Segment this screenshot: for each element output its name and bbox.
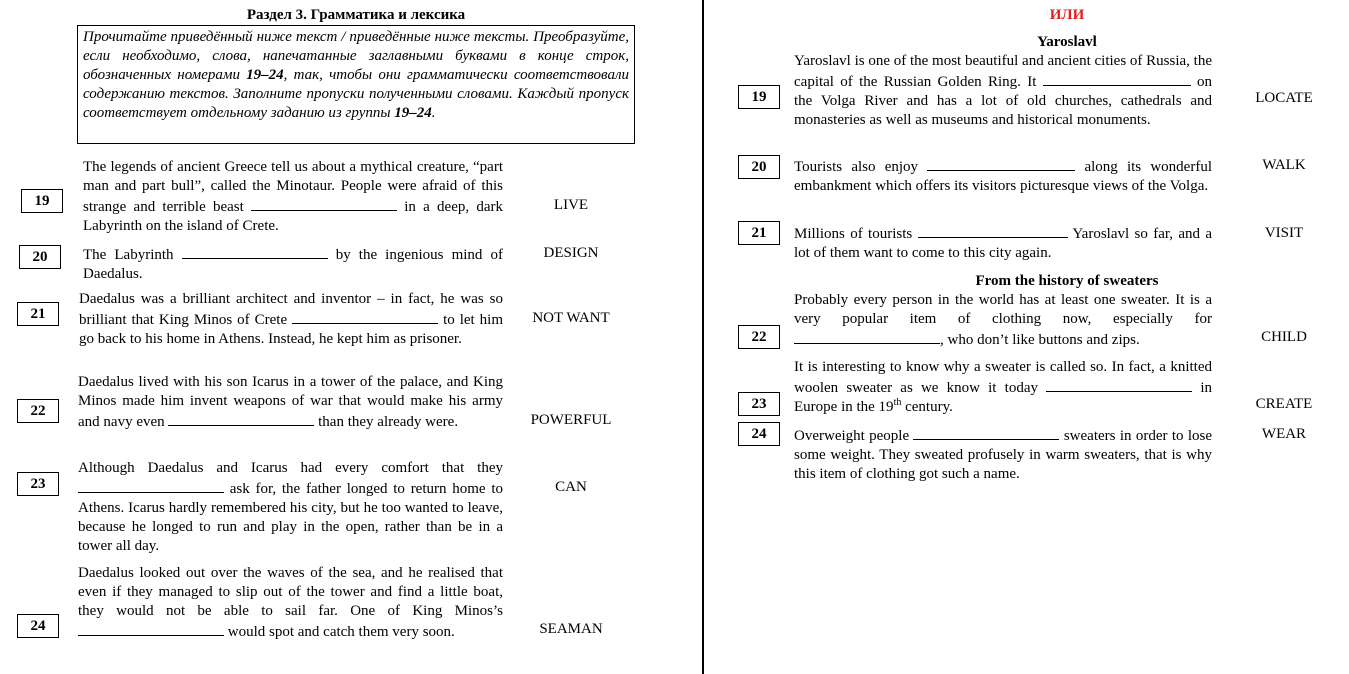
task-text-22-alt: Probably every person in the world has at least one sweater. It is a very popular item of clothing now, especially for , who don’t like buttons and zips. <box>794 292 1212 348</box>
keyword-21: NOT WANT <box>532 310 610 326</box>
instruction-text: Прочитайте приведённый ниже текст / приведённые ниже тексты. Преобразуйте, если необходимо, слова, напечатанные заглавными буквами в конце строк, обозначенных номерами <box>83 29 629 83</box>
answer-blank-20[interactable] <box>182 244 328 259</box>
answer-blank-20-alt[interactable] <box>927 156 1075 171</box>
task-text-19: The legends of ancient Greece tell us about a mythical creature, “part man and part bull”, called the Minotaur. People were afraid of this strange and terrible beast in a deep, dark Labyrinth on the island of Crete. <box>83 159 503 234</box>
task-number-24-alt: 24 <box>738 422 780 446</box>
keyword-20: DESIGN <box>543 245 599 261</box>
task-number-21-alt: 21 <box>738 221 780 245</box>
task-number-22-alt: 22 <box>738 325 780 349</box>
or-label: ИЛИ <box>1049 7 1085 23</box>
answer-blank-21[interactable] <box>292 309 438 324</box>
instruction-box <box>77 25 635 144</box>
instruction-range: 19–24 <box>246 67 284 83</box>
keyword-23: CAN <box>555 479 587 495</box>
keyword-23-alt: CREATE <box>1255 396 1313 412</box>
answer-blank-23[interactable] <box>78 478 224 493</box>
task-text-24: Daedalus looked out over the waves of the sea, and he realised that even if they managed to slip out of the tower and find a little boat, they would not be able to sail far. One of King Minos’s would spot and catch them very soon. <box>78 565 503 640</box>
answer-blank-19-alt[interactable] <box>1043 71 1191 86</box>
text-title-yaroslavl: Yaroslavl <box>1037 34 1097 50</box>
task-number-22: 22 <box>17 399 59 423</box>
answer-blank-23-alt[interactable] <box>1046 377 1192 392</box>
keyword-22-alt: CHILD <box>1261 329 1307 345</box>
task-number-23-alt: 23 <box>738 392 780 416</box>
keyword-21-alt: VISIT <box>1264 225 1304 241</box>
keyword-19-alt: LOCATE <box>1255 90 1313 106</box>
task-number-20-alt: 20 <box>738 155 780 179</box>
task-number-20: 20 <box>19 245 61 269</box>
task-text-21-alt: Millions of tourists Yaroslavl so far, and a lot of them want to come to this city again. <box>794 223 1212 263</box>
answer-blank-21-alt[interactable] <box>918 223 1068 238</box>
keyword-22: POWERFUL <box>530 412 612 428</box>
task-number-23: 23 <box>17 472 59 496</box>
task-number-24: 24 <box>17 614 59 638</box>
answer-blank-19[interactable] <box>251 196 397 211</box>
text-title-sweaters: From the history of sweaters <box>975 273 1159 289</box>
instruction-text: , так, чтобы они грамматически соответствовали содержанию текстов. Заполните пропуски полученными словами. Каждый пропуск соответствует отдельному заданию из группы <box>83 67 630 121</box>
answer-blank-24[interactable] <box>78 621 224 636</box>
answer-blank-22[interactable] <box>168 411 314 426</box>
task-text-23-alt: It is interesting to know why a sweater is called so. In fact, a knitted woolen sweater as we know it today in Europe in the 19th century. <box>794 359 1212 415</box>
section-title: Раздел 3. Грамматика и лексика <box>246 7 466 23</box>
task-number-19-alt: 19 <box>738 85 780 109</box>
task-number-19: 19 <box>21 189 63 213</box>
task-text-20: The Labyrinth by the ingenious mind of Daedalus. <box>83 244 503 284</box>
answer-blank-24-alt[interactable] <box>913 425 1059 440</box>
task-text-21: Daedalus was a brilliant architect and inventor – in fact, he was so brilliant that King Minos of Crete to let him go back to his home in Athens. Instead, he kept him as prisoner. <box>79 291 504 347</box>
keyword-19: LIVE <box>553 197 589 213</box>
task-text-19-alt: Yaroslavl is one of the most beautiful and ancient cities of Russia, the capital of the Russian Golden Ring. It on the Volga River and has a lot of old churches, cathedrals and monasteries as well as museums and historical monuments. <box>794 53 1213 128</box>
keyword-24: SEAMAN <box>539 621 603 637</box>
keyword-24-alt: WEAR <box>1261 426 1307 442</box>
task-text-24-alt: Overweight people sweaters in order to lose some weight. They sweated profusely in warm sweaters, that is why this item of clothing got such a name. <box>794 425 1212 484</box>
instruction-range: 19–24 <box>394 105 432 121</box>
keyword-20-alt: WALK <box>1262 157 1306 173</box>
task-text-20-alt: Tourists also enjoy along its wonderful embankment which offers its visitors picturesque views of the Volga. <box>794 156 1212 196</box>
task-text-22: Daedalus lived with his son Icarus in a tower of the palace, and King Minos made him invent weapons of war that would make his army and navy even than they already were. <box>78 374 503 430</box>
task-text-23: Although Daedalus and Icarus had every comfort that they ask for, the father longed to return home to Athens. Icarus hardly remembered his city, but he too wanted to leave, because he longed to run and play in the open, rather than be in a tower all day. <box>78 460 503 554</box>
column-divider <box>702 0 704 674</box>
answer-blank-22-alt[interactable] <box>794 329 940 344</box>
instruction-text: . <box>431 105 436 121</box>
task-number-21: 21 <box>17 302 59 326</box>
